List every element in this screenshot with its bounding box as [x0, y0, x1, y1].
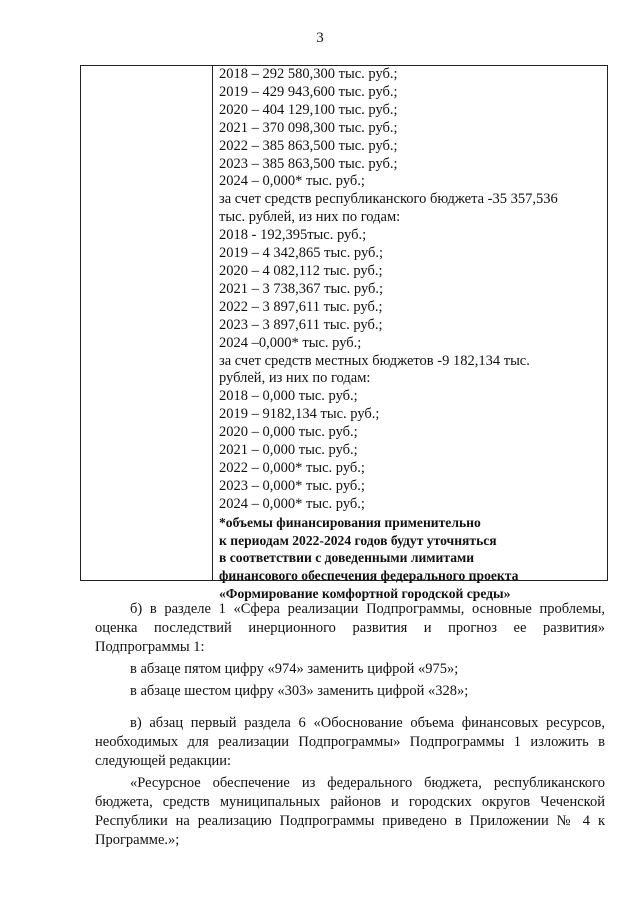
- footnote-line: к периодам 2022-2024 годов будут уточняться: [219, 532, 497, 548]
- funding-line: за счет средств республиканского бюджета -35 357,536: [219, 191, 558, 208]
- paragraph-item-b: б) в разделе 1 «Сфера реализации Подпрограммы, основные проблемы, оценка последствий инерционного развития и прогноз ее развития» Подпрограммы 1:: [95, 601, 605, 655]
- paragraph-item-b-sub1: в абзаце пятом цифру «974» заменить цифрой «975»;: [130, 661, 459, 677]
- page-number: 3: [316, 30, 324, 46]
- funding-line: 2023 – 0,000* тыс. руб.;: [219, 477, 365, 494]
- column-divider: [212, 66, 213, 580]
- funding-line: 2020 – 4 082,112 тыс. руб.;: [219, 262, 383, 279]
- footnote-line: финансового обеспечения федерального проекта: [219, 568, 519, 584]
- funding-line: 2018 – 292 580,300 тыс. руб.;: [219, 66, 398, 82]
- funding-line: за счет средств местных бюджетов -9 182,134 тыс.: [219, 352, 530, 369]
- funding-line: тыс. рублей, из них по годам:: [219, 209, 401, 226]
- funding-line: 2019 – 429 943,600 тыс. руб.;: [219, 83, 398, 100]
- funding-line: 2018 – 0,000 тыс. руб.;: [219, 388, 358, 405]
- funding-line: 2022 – 0,000* тыс. руб.;: [219, 459, 365, 476]
- funding-line: 2022 – 385 863,500 тыс. руб.;: [219, 137, 398, 154]
- funding-line: 2022 – 3 897,611 тыс. руб.;: [219, 298, 383, 315]
- funding-line: рублей, из них по годам:: [219, 370, 371, 387]
- funding-line: 2018 - 192,395тыс. руб.;: [219, 227, 367, 244]
- footnote-line: в соответствии с доведенными лимитами: [219, 550, 475, 566]
- funding-line: 2019 – 9182,134 тыс. руб.;: [219, 406, 380, 423]
- paragraph-item-v-quote: «Ресурсное обеспечение из федерального бюджета, республиканского бюджета, средств муниципальных районов и городских округов Чеченской Республики на реализацию Подпрограммы приведено в Приложении № 4 к Программе.»;: [95, 775, 605, 848]
- footnote-line: «Формирование комфортной городской среды»: [219, 586, 511, 602]
- funding-line: 2023 – 3 897,611 тыс. руб.;: [219, 316, 383, 333]
- funding-table: [80, 65, 608, 602]
- funding-line: 2021 – 3 738,367 тыс. руб.;: [219, 280, 384, 297]
- funding-line: 2021 – 370 098,300 тыс. руб.;: [219, 119, 398, 136]
- paragraph-item-v: в) абзац первый раздела 6 «Обоснование объема финансовых ресурсов, необходимых для реализации Подпрограммы» Подпрограммы 1 изложить в следующей редакции:: [95, 715, 605, 769]
- body-text: [95, 600, 605, 850]
- funding-line: 2020 – 0,000 тыс. руб.;: [219, 424, 358, 441]
- funding-line: 2021 – 0,000 тыс. руб.;: [219, 442, 358, 459]
- funding-line: 2024 – 0,000* тыс. руб.;: [219, 173, 365, 190]
- funding-line: 2024 –0,000* тыс. руб.;: [219, 334, 362, 351]
- funding-cell: [219, 66, 603, 603]
- funding-line: 2019 – 4 342,865 тыс. руб.;: [219, 245, 384, 262]
- funding-line: 2023 – 385 863,500 тыс. руб.;: [219, 155, 398, 172]
- funding-line: 2024 – 0,000* тыс. руб.;: [219, 495, 365, 512]
- paragraph-item-b-sub2: в абзаце шестом цифру «303» заменить цифрой «328»;: [130, 683, 469, 699]
- footnote-line: *объемы финансирования применительно: [219, 514, 481, 530]
- funding-line: 2020 – 404 129,100 тыс. руб.;: [219, 101, 398, 118]
